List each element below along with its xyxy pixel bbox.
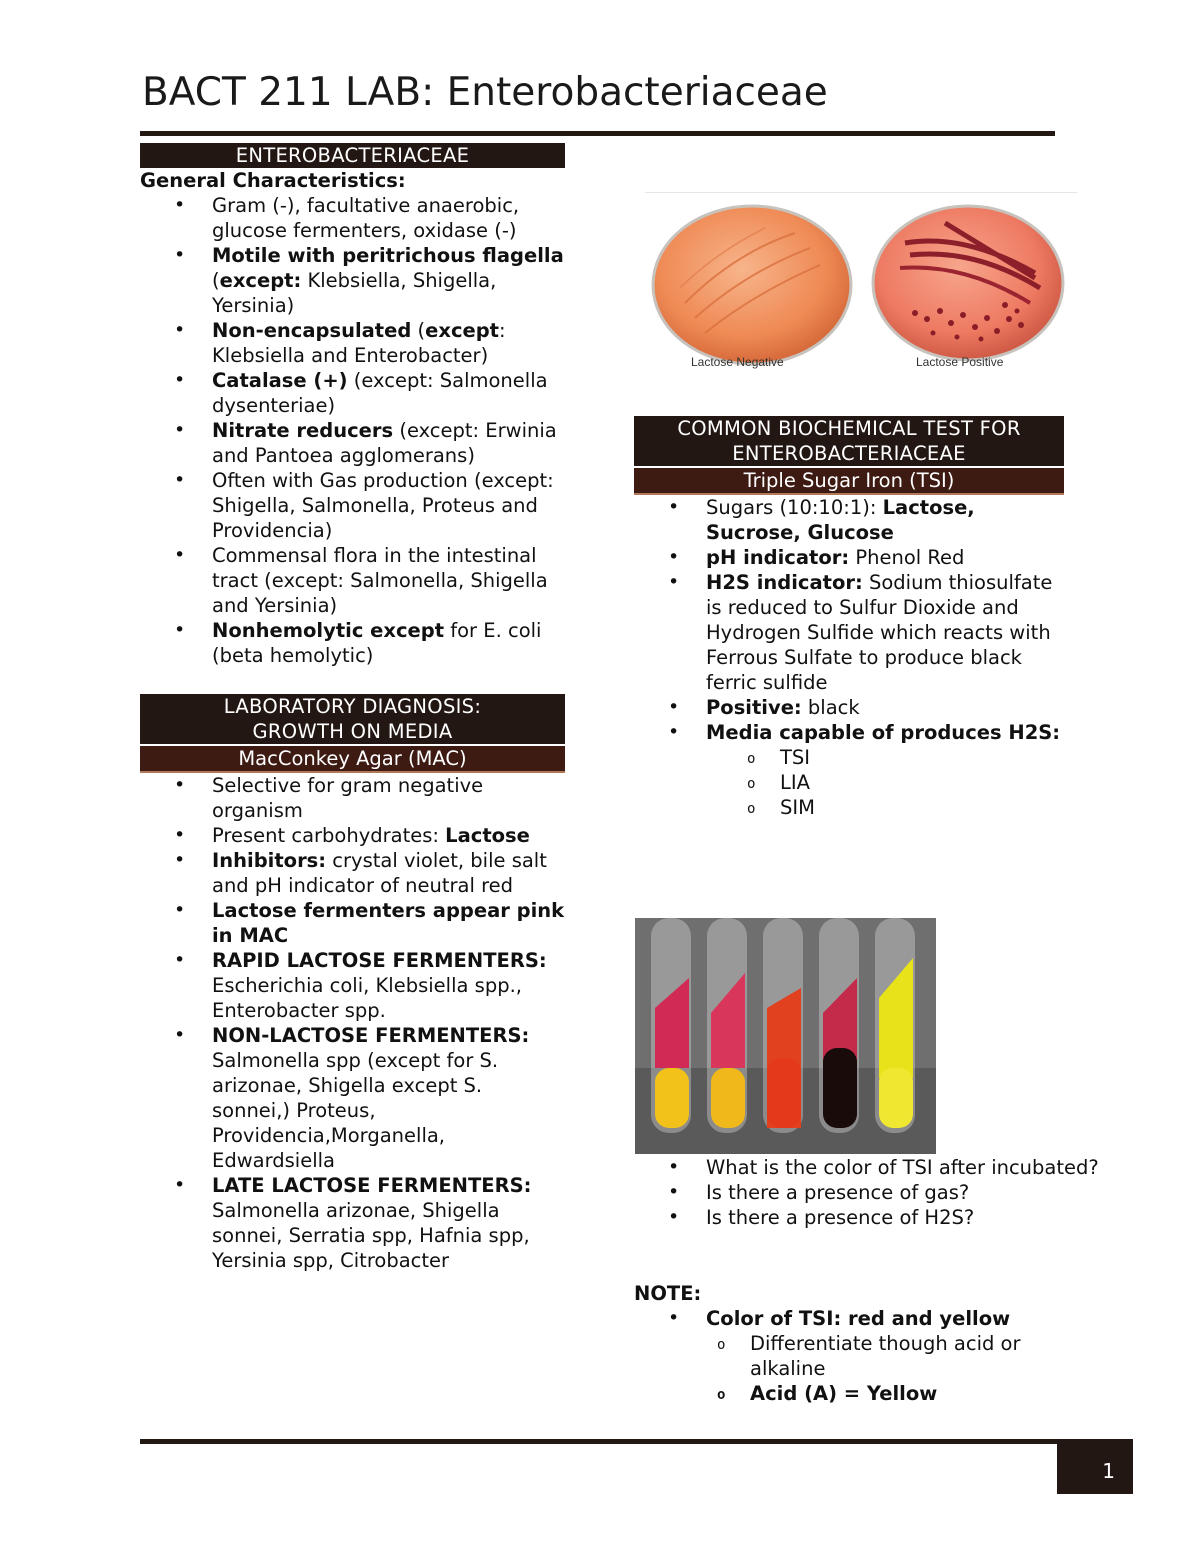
list-item: • Selective for gram negative organism [212,773,565,823]
left-column [140,143,565,1273]
note-label: NOTE: [634,1282,702,1305]
mac-subheader: MacConkey Agar (MAC) [140,746,565,773]
biochem-header-line1: COMMON BIOCHEMICAL TEST FOR [677,417,1021,440]
note-list [634,1306,1064,1331]
list-item: • NON-LACTOSE FERMENTERS: Salmonella spp (except for S. arizonae, Shigella except S. sonnei,) Proteus, Providencia,Morganella, Edwardsiella [212,1023,565,1173]
tsi-questions-list [634,1155,1136,1230]
footer-divider [140,1439,1057,1444]
list-item: • Motile with peritrichous flagella (except: Klebsiella, Shigella, Yersinia) [212,243,565,318]
title-divider [140,131,1055,136]
note-item: • Color of TSI: red and yellow [706,1306,1064,1331]
question-item: • What is the color of TSI after incubated? [706,1155,1136,1180]
list-item: • Nonhemolytic except for E. coli (beta hemolytic) [212,618,565,668]
biochem-header-line2: ENTEROBACTERIACEAE [732,442,966,465]
note-sub-item: o Differentiate though acid or alkaline [750,1331,1064,1381]
list-item: • Present carbohydrates: Lactose [212,823,565,848]
section-header-biochemical-tests [634,416,1064,466]
tsi-tubes-illustration [635,918,936,1154]
note-sub-item-bold: o Acid (A) = Yellow [750,1381,1064,1406]
question-item: • Is there a presence of H2S? [706,1205,1136,1230]
list-item: • Lactose fermenters appear pink in MAC [212,898,565,948]
list-item: • Nitrate reducers (except: Erwinia and Pantoea agglomerans) [212,418,565,468]
list-item: • LATE LACTOSE FERMENTERS: Salmonella arizonae, Shigella sonnei, Serratia spp, Hafnia spp, Yersinia spp, Citrobacter [212,1173,565,1273]
right-column [634,416,1064,820]
plate-label-lactose-negative: Lactose Negative [691,355,784,369]
macconkey-list [140,773,565,1273]
lab-diagnosis-line1: LABORATORY DIAGNOSIS: [223,695,482,718]
h2s-media-item: o TSI [780,745,1064,770]
list-item: • pH indicator: Phenol Red [706,545,1064,570]
note-sub-list [634,1331,1064,1406]
list-item: • Positive: black [706,695,1064,720]
agar-plates-illustration [645,193,1077,373]
h2s-media-list [634,745,1064,820]
tsi-list [634,495,1064,745]
list-item: • Commensal flora in the intestinal tract (except: Salmonella, Shigella and Yersinia) [212,543,565,618]
tsi-subheader: Triple Sugar Iron (TSI) [634,468,1064,495]
agar-plates-image [645,192,1077,373]
characteristics-list [140,193,565,668]
list-item: • Sugars (10:10:1): Lactose, Sucrose, Glucose [706,495,1064,545]
list-item: • RAPID LACTOSE FERMENTERS: Escherichia coli, Klebsiella spp., Enterobacter spp. [212,948,565,1023]
list-item: • Catalase (+) (except: Salmonella dysenteriae) [212,368,565,418]
list-item: • Inhibitors: crystal violet, bile salt and pH indicator of neutral red [212,848,565,898]
tsi-tubes-image [635,918,936,1154]
page-title: BACT 211 LAB: Enterobacteriaceae [142,70,828,115]
note-section [634,1281,1064,1406]
h2s-media-item: o SIM [780,795,1064,820]
list-item: • Non-encapsulated (except: Klebsiella and Enterobacter) [212,318,565,368]
list-item: • Gram (-), facultative anaerobic, glucose fermenters, oxidase (-) [212,193,565,243]
list-item: • Media capable of produces H2S: [706,720,1064,745]
h2s-media-item: o LIA [780,770,1064,795]
section-header-enterobacteriaceae: ENTEROBACTERIACEAE [140,143,565,168]
list-item: • H2S indicator: Sodium thiosulfate is reduced to Sulfur Dioxide and Hydrogen Sulfide which reacts with Ferrous Sulfate to produce black ferric sulfide [706,570,1064,695]
plate-label-lactose-positive: Lactose Positive [916,355,1004,369]
section-header-lab-diagnosis [140,694,565,744]
page-number-box [1057,1439,1133,1494]
lab-diagnosis-line2: GROWTH ON MEDIA [252,720,453,743]
page-number: 1 [1102,1459,1115,1483]
general-characteristics-label: General Characteristics: [140,169,406,192]
list-item: • Often with Gas production (except: Shigella, Salmonella, Proteus and Providencia) [212,468,565,543]
question-item: • Is there a presence of gas? [706,1180,1136,1205]
